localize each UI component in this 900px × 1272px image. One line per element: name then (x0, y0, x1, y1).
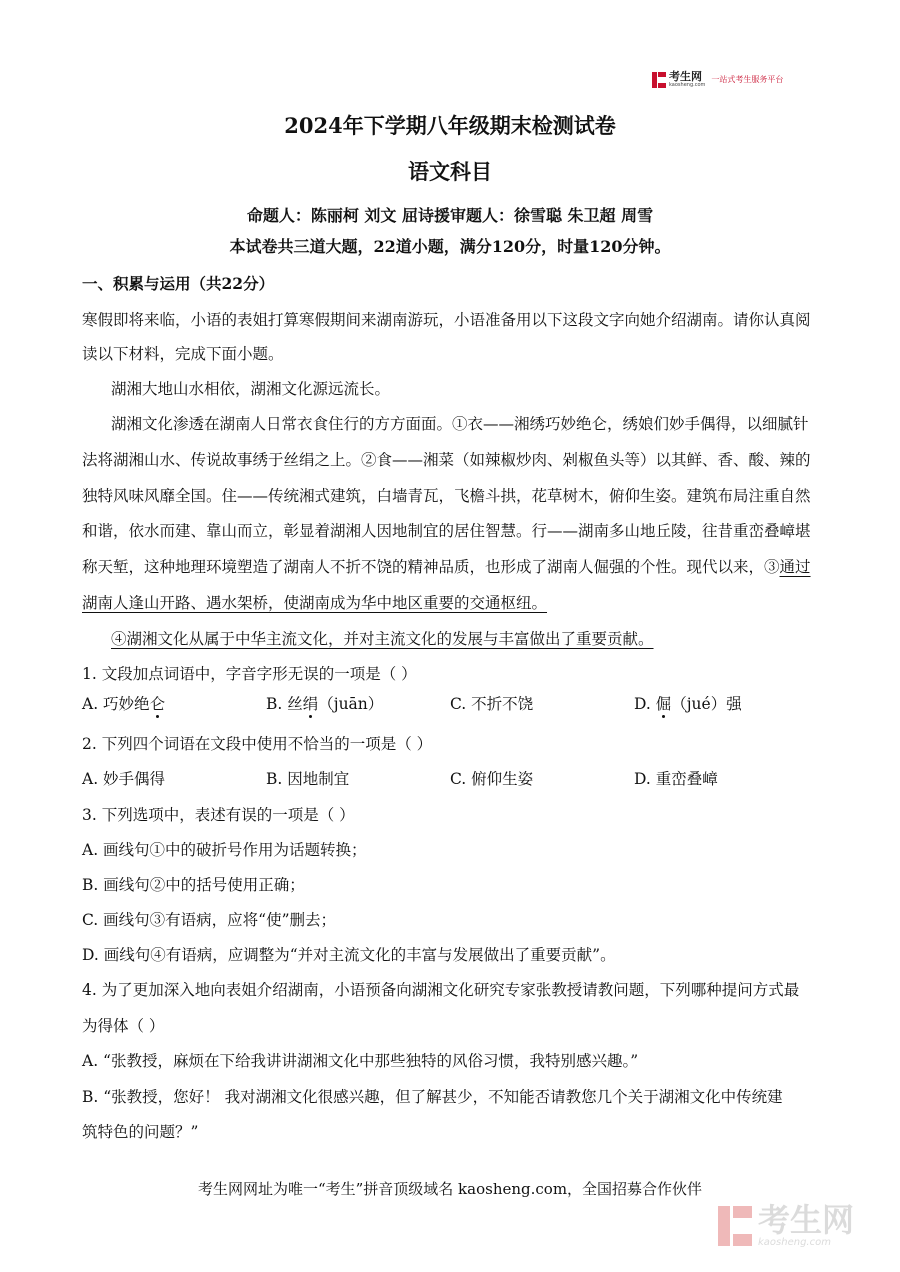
question-3-option-d[interactable]: D. 画线句④有语病，应调整为“并对主流文化的丰富与发展做出了重要贡献”。 (82, 946, 616, 964)
logo-slogan: 一站式考生服务平台 (711, 75, 784, 84)
exam-title: 2024年下学期八年级期末检测试卷 (284, 113, 616, 138)
logo-name: 考生网 (669, 70, 702, 83)
passage-text: 称天堑，这种地理环境塑造了湖南人不折不饶的精神品质，也形成了湖南人倔强的个性。现代以来，③ (82, 558, 780, 576)
question-3-option-b[interactable]: B. 画线句②中的括号使用正确； (82, 876, 305, 894)
question-1-stem: 1. 文段加点词语中，字音字形无误的一项是（ ） (82, 665, 417, 683)
dotted-char: 绢 (302, 695, 319, 713)
underlined-sentence-3: 通过 (779, 558, 811, 576)
question-2-option-c[interactable]: C. 俯仰生姿 (450, 770, 534, 788)
question-3-stem: 3. 下列选项中，表述有误的一项是（ ） (82, 806, 355, 824)
exam-info: 本试卷共三道大题，22道小题，满分120分，时量120分钟。 (229, 237, 671, 256)
question-1-option-a[interactable] (82, 692, 165, 714)
option-text: D. (634, 695, 656, 713)
underlined-sentence-3-cont: 湖南人逢山开路、遇水架桥，使湖南成为华中地区重要的交通枢纽。 (82, 594, 548, 612)
question-2-option-a[interactable]: A. 妙手偶得 (82, 770, 166, 788)
kaosheng-logo-icon (652, 72, 666, 88)
passage-paragraph-1: 湖湘大地山水相依，湖湘文化源远流长。 (111, 380, 391, 398)
exam-authors: 命题人：陈丽柯 刘文 屈诗援审题人：徐雪聪 朱卫超 周雪 (246, 206, 654, 225)
passage-line: 独特风味风靡全国。住——传统湘式建筑，白墙青瓦，飞檐斗拱，花草树木，俯仰生姿。建筑布局注重自然 (82, 487, 811, 505)
option-text: B. 丝 (266, 695, 303, 713)
question-1-option-b[interactable] (266, 692, 383, 714)
question-1-option-d[interactable] (634, 692, 742, 714)
logo-domain: kaosheng.com (669, 82, 706, 88)
intro-line-1: 寒假即将来临，小语的表姐打算寒假期间来湖南游玩，小语准备用以下这段文字向她介绍湖南。请你认真阅 (82, 311, 811, 329)
question-4-option-a[interactable]: A. “张教授，麻烦在下给我讲讲湖湘文化中那些独特的风俗习惯，我特别感兴趣。” (82, 1052, 639, 1070)
question-2-stem: 2. 下列四个词语在文段中使用不恰当的一项是（ ） (82, 735, 433, 753)
question-4-option-b-cont[interactable]: 筑特色的问题？” (82, 1123, 199, 1141)
dotted-char: 仑 (149, 695, 166, 713)
passage-line: 湖湘文化渗透在湖南人日常衣食住行的方方面面。①衣——湘绣巧妙绝仑，绣娘们妙手偶得，以细腻针 (111, 415, 809, 433)
watermark-logo-icon (718, 1206, 752, 1246)
question-3-option-c[interactable]: C. 画线句③有语病，应将“使”删去； (82, 911, 337, 929)
option-pinyin: （jué）强 (671, 695, 742, 713)
question-2-option-d[interactable]: D. 重峦叠嶂 (634, 770, 718, 788)
option-pinyin: （juān） (318, 695, 384, 713)
question-4-option-b[interactable]: B. “张教授，您好！ 我对湖湘文化很感兴趣，但了解甚少，不知能否请教您几个关于湖湘文化中传统建 (82, 1088, 783, 1106)
watermark-domain: kaosheng.com (758, 1237, 831, 1248)
exam-subject: 语文科目 (408, 159, 492, 184)
dotted-char: 倔 (655, 695, 672, 713)
question-4-stem: 4. 为了更加深入地向表姐介绍湖南，小语预备向湖湘文化研究专家张教授请教问题，下列哪种提问方式最 (82, 981, 800, 999)
passage-line: 和谐，依水而建、靠山而立，彰显着湖湘人因地制宜的居住智慧。行——湖南多山地丘陵，往昔重峦叠嶂堪 (82, 522, 811, 540)
passage-line: 法将湖湘山水、传说故事绣于丝绢之上。②食——湘菜（如辣椒炒肉、剁椒鱼头等）以其鲜、香、酸、辣的 (82, 451, 811, 469)
option-text: A. 巧妙绝 (82, 695, 150, 713)
watermark (718, 1201, 855, 1248)
page-footer: 考生网网址为唯一“考生”拼音顶级域名 kaosheng.com，全国招募合作伙伴 (197, 1180, 703, 1198)
question-2-option-b[interactable]: B. 因地制宜 (266, 770, 350, 788)
passage-line (82, 555, 811, 577)
intro-line-2: 读以下材料，完成下面小题。 (82, 345, 284, 363)
watermark-name: 考生网 (758, 1201, 855, 1239)
header-logo[interactable] (652, 71, 783, 88)
question-3-option-a[interactable]: A. 画线句①中的破折号作用为话题转换； (82, 841, 367, 859)
question-4-stem-cont: 为得体（ ） (82, 1017, 165, 1035)
underlined-sentence-4: ④湖湘文化从属于中华主流文化，并对主流文化的发展与丰富做出了重要贡献。 (111, 630, 654, 648)
question-1-option-c[interactable]: C. 不折不饶 (450, 695, 534, 713)
section-heading: 一、积累与运用（共22分） (82, 274, 275, 293)
